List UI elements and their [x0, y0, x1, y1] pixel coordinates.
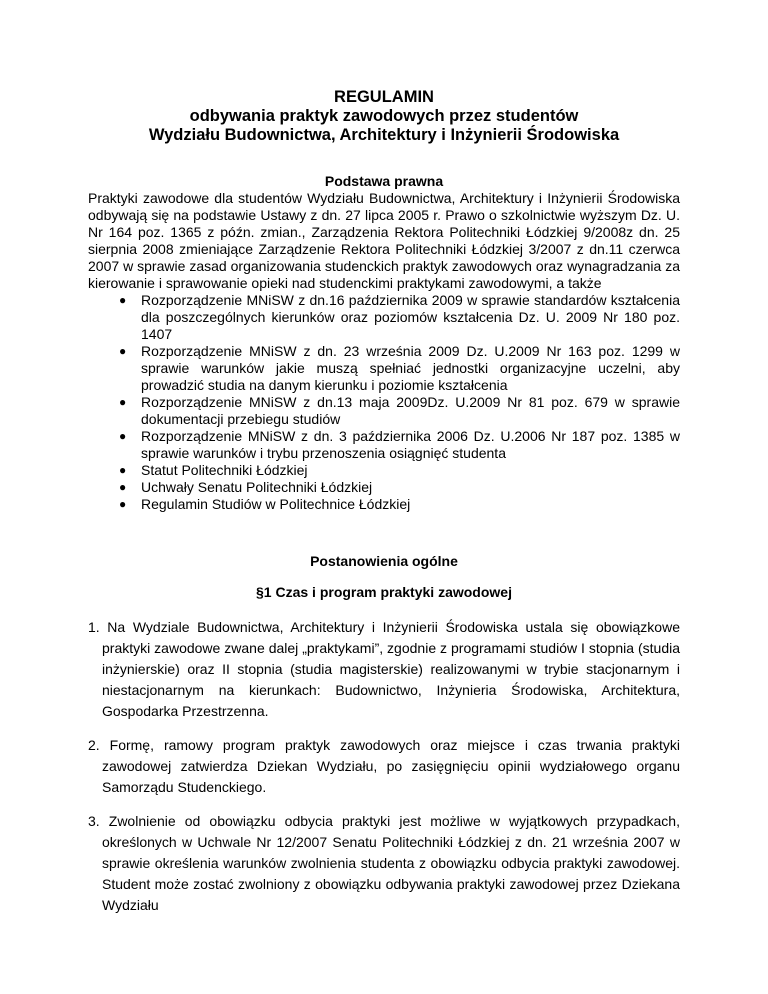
list-item: ● Rozporządzenie MNiSW z dn. 3 października 2006 Dz. U.2006 Nr 187 poz. 1385 w sprawie warunków i trybu przenoszenia osiągnięć studenta: [119, 428, 680, 461]
legal-basis-heading: Podstawa prawna: [324, 173, 444, 189]
list-item: ● Rozporządzenie MNiSW z dn.13 maja 2009Dz. U.2009 Nr 81 poz. 679 w sprawie dokumentacji przebiegu studiów: [119, 394, 680, 427]
numbered-point: 1. Na Wydziale Budownictwa, Architektury i Inżynierii Środowiska ustala się obowiązkowe praktyki zawodowe zwane dalej „praktykami”, zgodnie z programami studiów I stopnia (studia inżynierskie) oraz II stopnia (studia magisterskie) realizowanymi w trybie stacjonarnym i niestacjonarnym na kierunkach: Budownictwo, Inżynieria Środowiska, Architektura, Gospodarka Przestrzenna.: [88, 619, 680, 719]
bullet-icon: ●: [119, 480, 127, 494]
document-header: [88, 88, 680, 145]
bullet-icon: ●: [119, 395, 127, 409]
document-subtitle-line-2: Wydziału Budownictwa, Architektury i Inżynierii Środowiska: [148, 126, 620, 144]
numbered-point: 3. Zwolnienie od obowiązku odbycia praktyki jest możliwe w wyjątkowych przypadkach, określonych w Uchwale Nr 12/2007 Senatu Politechniki Łódzkiej z dn. 21 września 2007 w sprawie określenia warunków zwolnienia studenta z obowiązku odbycia praktyki zawodowej. Student może zostać zwolniony z obowiązku odbywania praktyki zawodowej przez Dziekana Wydziału: [88, 813, 680, 913]
legal-basis-paragraph: Praktyki zawodowe dla studentów Wydziału Budownictwa, Architektury i Inżynierii Środowiska odbywają się na podstawie Ustawy z dn. 27 lipca 2005 r. Prawo o szkolnictwie wyższym Dz. U. Nr 164 poz. 1365 z późn. zmian., Zarządzenia Rektora Politechniki Łódzkiej 9/2008z dn. 25 sierpnia 2008 zmieniające Zarządzenie Rektora Politechniki Łódzkiej 3/2007 z dn.11 czerwca 2007 w sprawie zasad organizowania studenckich praktyk zawodowych oraz wynagradzania za kierowanie i sprawowanie opieki nad studenckimi praktykami zawodowymi, a także: [88, 190, 680, 291]
document-title: REGULAMIN: [334, 88, 434, 106]
document-subtitle-line-1: odbywania praktyk zawodowych przez studentów: [189, 107, 579, 125]
general-provisions-heading: Postanowienia ogólne: [310, 553, 458, 569]
list-item: ● Rozporządzenie MNiSW z dn. 23 września 2009 Dz. U.2009 Nr 163 poz. 1299 w sprawie warunków jakie muszą spełniać jednostki organizacyjne uczelni, aby prowadzić studia na danym kierunku i poziomie kształcenia: [119, 343, 680, 393]
section-1-heading: §1 Czas i program praktyki zawodowej: [256, 584, 512, 600]
list-item: ● Rozporządzenie MNiSW z dn.16 października 2009 w sprawie standardów kształcenia dla poszczególnych kierunków oraz poziomów kształcenia Dz. U. 2009 Nr 180 poz. 1407: [119, 292, 680, 342]
list-item: ● Statut Politechniki Łódzkiej: [119, 462, 308, 478]
legal-basis-list: [88, 292, 680, 513]
numbered-point: 2. Formę, ramowy program praktyk zawodowych oraz miejsce i czas trwania praktyki zawodowej zatwierdza Dziekan Wydziału, po zasięgnięciu opinii wydziałowego organu Samorządu Studenckiego.: [88, 737, 680, 795]
bullet-icon: ●: [119, 463, 127, 477]
bullet-icon: ●: [119, 497, 127, 511]
bullet-icon: ●: [119, 429, 127, 443]
bullet-icon: ●: [119, 293, 127, 307]
bullet-icon: ●: [119, 344, 127, 358]
section-1-points: [88, 617, 680, 916]
list-item: ● Uchwały Senatu Politechniki Łódzkiej: [119, 479, 373, 495]
list-item: ● Regulamin Studiów w Politechnice Łódzkiej: [119, 496, 411, 512]
